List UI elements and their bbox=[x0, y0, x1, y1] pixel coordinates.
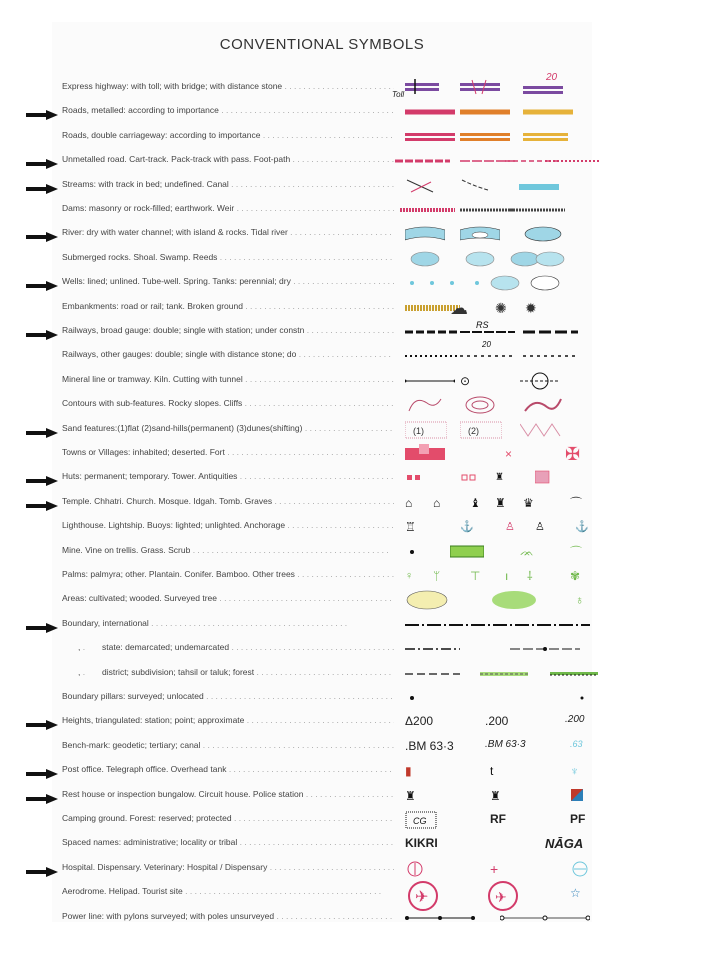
legend-row: Camping ground. Forest: reserved; protected . . . CG RF PF bbox=[0, 808, 720, 832]
legend-label: Railways, other gauges: double; single with distance stone; do . . . bbox=[62, 349, 394, 359]
legend-row bbox=[0, 515, 720, 539]
map-symbol: ♙ bbox=[505, 521, 515, 534]
legend-row bbox=[0, 320, 720, 344]
legend-row bbox=[0, 125, 720, 149]
map-symbol: ▮ bbox=[405, 764, 412, 779]
legend-label: Boundary, international . . . bbox=[62, 618, 394, 628]
map-symbol bbox=[405, 369, 455, 393]
pointer-arrow-icon bbox=[26, 717, 58, 727]
pointer-arrow-icon bbox=[26, 327, 58, 337]
map-symbol bbox=[510, 637, 580, 661]
map-symbol bbox=[395, 149, 450, 173]
map-symbol: ⌂ bbox=[405, 495, 413, 510]
map-symbol bbox=[405, 613, 590, 637]
legend-label: Embankments: road or rail; tank. Broken ground . . . bbox=[62, 301, 394, 311]
legend-row bbox=[0, 393, 720, 417]
map-symbol bbox=[460, 76, 500, 100]
legend-label: Dams: masonry or rock-filled; earthwork. Weir . . . bbox=[62, 203, 394, 213]
map-symbol bbox=[405, 662, 460, 686]
legend-label: Power line: with pylons surveyed; with poles unsurveyed . . . bbox=[62, 911, 394, 921]
map-symbol bbox=[405, 418, 447, 442]
map-symbol bbox=[405, 271, 419, 295]
map-symbol bbox=[405, 857, 425, 881]
map-symbol: ♜ bbox=[490, 788, 501, 803]
pointer-arrow-icon bbox=[26, 791, 58, 801]
map-symbol: ✺ bbox=[495, 299, 507, 316]
map-symbol: ᛘ bbox=[433, 569, 441, 583]
legend-row bbox=[0, 759, 720, 783]
map-symbol bbox=[425, 271, 439, 295]
map-symbol bbox=[460, 198, 515, 222]
map-symbol: ♜ bbox=[495, 495, 506, 510]
map-symbol bbox=[460, 247, 500, 271]
pointer-arrow-icon bbox=[26, 107, 58, 117]
pointer-arrow-icon bbox=[26, 864, 58, 874]
pointer-arrow-icon bbox=[26, 278, 58, 288]
pointer-arrow-icon bbox=[26, 620, 58, 630]
distance-stone-label: 20 bbox=[546, 72, 558, 83]
map-symbol bbox=[570, 857, 590, 881]
legend-label: Areas: cultivated; wooded. Surveyed tree . . . bbox=[62, 593, 394, 603]
svg-text:(2): (2) bbox=[468, 425, 479, 436]
legend-row bbox=[0, 222, 720, 246]
map-symbol bbox=[523, 125, 568, 149]
map-symbol bbox=[405, 393, 445, 417]
legend-row bbox=[0, 637, 720, 661]
legend-label: Unmetalled road. Cart-track. Pack-track with pass. Foot-path . . . bbox=[62, 154, 394, 164]
legend-row bbox=[0, 784, 720, 808]
legend-row bbox=[0, 588, 720, 612]
map-symbol bbox=[470, 271, 484, 295]
legend-label: Hospital. Dispensary. Veterinary: Hospital / Dispensary . . . bbox=[62, 862, 394, 872]
map-symbol: ✹ bbox=[525, 299, 537, 316]
map-symbol bbox=[405, 222, 445, 246]
legend-label: Towns or Villages: inhabited; deserted. Fort . . . bbox=[62, 447, 394, 457]
map-symbol bbox=[400, 198, 455, 222]
legend-label: Heights, triangulated: station; point; approximate . . . bbox=[62, 715, 394, 725]
legend-row bbox=[0, 564, 720, 588]
legend-row bbox=[0, 72, 720, 100]
legend-row bbox=[0, 340, 720, 368]
legend-label: Spaced names: administrative; locality or tribal . . . bbox=[62, 837, 394, 847]
svg-text:CG: CG bbox=[413, 816, 427, 826]
legend-row bbox=[0, 174, 720, 198]
map-symbol: + bbox=[490, 860, 499, 877]
map-symbol bbox=[405, 320, 460, 344]
map-symbol: ⌂ bbox=[433, 495, 441, 510]
map-symbol: ♁ bbox=[575, 593, 584, 608]
map-symbol: ♝ bbox=[470, 495, 481, 510]
toll-label: Toll bbox=[392, 90, 405, 99]
legend-label: Boundary pillars: surveyed; unlocated . . . bbox=[62, 691, 394, 701]
legend-row bbox=[0, 540, 720, 564]
map-symbol bbox=[405, 76, 439, 100]
map-symbol bbox=[523, 393, 563, 417]
map-symbol bbox=[405, 247, 445, 271]
legend-label: Bench-mark: geodetic; tertiary; canal . . . bbox=[62, 740, 394, 750]
map-symbol bbox=[405, 808, 439, 832]
legend-label: Roads, metalled: according to importance . . . bbox=[62, 105, 394, 115]
legend-label: Mine. Vine on trellis. Grass. Scrub . . . bbox=[62, 545, 394, 555]
legend-label: Submerged rocks. Shoal. Swamp. Reeds . . . bbox=[62, 252, 394, 262]
map-symbol bbox=[525, 271, 565, 295]
map-symbol: ⸸ bbox=[527, 569, 533, 583]
legend-label: Wells: lined; unlined. Tube-well. Spring. Tanks: perennial; dry . . . bbox=[62, 276, 394, 286]
legend-row: Bench-mark: geodetic; tertiary; canal . . . .BM 63·3 .BM 63·3 .63 bbox=[0, 735, 720, 759]
map-symbol: t bbox=[490, 764, 494, 779]
map-symbol bbox=[500, 906, 590, 930]
map-symbol bbox=[523, 100, 573, 124]
map-symbol bbox=[460, 100, 510, 124]
pointer-arrow-icon bbox=[26, 229, 58, 239]
map-symbol: ⊙ bbox=[460, 373, 471, 388]
legend-label: Camping ground. Forest: reserved; protected . . . bbox=[62, 813, 394, 823]
pointer-arrow-icon bbox=[26, 156, 58, 166]
map-symbol bbox=[405, 686, 419, 710]
railway-station-label: RS bbox=[476, 320, 489, 330]
map-symbol bbox=[520, 369, 560, 393]
legend-label: Post office. Telegraph office. Overhead tank . . . bbox=[62, 764, 394, 774]
map-symbol bbox=[460, 466, 480, 490]
map-symbol: ✠ bbox=[565, 444, 581, 464]
row-prefix: , . . . bbox=[78, 642, 86, 652]
legend-row bbox=[0, 906, 720, 930]
map-symbol: ♜ bbox=[495, 472, 504, 484]
legend-row bbox=[0, 442, 720, 466]
pointer-arrow-icon bbox=[26, 181, 58, 191]
map-symbol: ♖ bbox=[405, 520, 416, 535]
map-symbol bbox=[405, 906, 475, 930]
legend-label: Streams: with track in bed; undefined. Canal . . . bbox=[62, 179, 394, 189]
map-symbol: ☆ bbox=[570, 886, 581, 901]
map-symbol bbox=[445, 271, 459, 295]
legend-row bbox=[0, 466, 720, 490]
legend-label: state: demarcated; undemarcated . . . bbox=[102, 642, 394, 652]
map-symbol: ı bbox=[505, 569, 509, 583]
legend-label: Mineral line or tramway. Kiln. Cutting with tunnel . . . bbox=[62, 374, 394, 384]
map-symbol bbox=[519, 174, 559, 198]
map-symbol bbox=[460, 393, 500, 417]
legend-row bbox=[0, 369, 720, 393]
legend-label: Rest house or inspection bungalow. Circuit house. Police station . . . bbox=[62, 789, 394, 799]
map-symbol bbox=[550, 662, 598, 686]
map-symbol: ♀ bbox=[405, 570, 414, 582]
map-symbol bbox=[510, 198, 565, 222]
pointer-arrow-icon bbox=[26, 498, 58, 508]
legend-row bbox=[0, 686, 720, 710]
map-symbol: × bbox=[505, 447, 513, 461]
map-symbol bbox=[480, 662, 528, 686]
map-symbol: ♙ bbox=[535, 521, 545, 534]
legend-row bbox=[0, 418, 720, 442]
svg-text:✈: ✈ bbox=[415, 889, 429, 907]
map-symbol bbox=[520, 418, 562, 442]
row-prefix: , . . . bbox=[78, 667, 86, 677]
map-symbol: ⚓ bbox=[460, 521, 474, 534]
svg-text:✈: ✈ bbox=[495, 889, 507, 906]
legend-label: Contours with sub-features. Rocky slopes. Cliffs . . . bbox=[62, 398, 394, 408]
map-symbol: ♛ bbox=[523, 495, 534, 510]
map-symbol bbox=[405, 588, 453, 612]
map-symbol bbox=[405, 637, 460, 661]
map-symbol bbox=[570, 784, 584, 808]
legend-row bbox=[0, 662, 720, 686]
legend-label: Temple. Chhatri. Church. Mosque. Idgah. Tomb. Graves . . . bbox=[62, 496, 394, 506]
legend-label: Express highway: with toll; with bridge; with distance stone . . . bbox=[62, 81, 394, 91]
legend-label: Roads, double carriageway: according to importance . . . bbox=[62, 130, 394, 140]
map-symbol bbox=[485, 271, 525, 295]
map-symbol: ♜ bbox=[405, 788, 416, 803]
legend-label: River: dry with water channel; with island & rocks. Tidal river . . . bbox=[62, 227, 394, 237]
legend-row bbox=[0, 613, 720, 637]
map-symbol bbox=[405, 100, 455, 124]
map-symbol bbox=[405, 540, 419, 564]
map-symbol: ♆ bbox=[570, 764, 579, 779]
pointer-arrow-icon bbox=[26, 473, 58, 483]
map-symbol bbox=[490, 588, 538, 612]
map-symbol bbox=[523, 320, 578, 344]
legend-label: district; subdivision; tahsil or taluk; forest . . . bbox=[102, 667, 394, 677]
legend-label: Railways, broad gauge: double; single with station; under constn . . . bbox=[62, 325, 394, 335]
map-symbol bbox=[405, 174, 435, 198]
legend-label: Huts: permanent; temporary. Tower. Antiquities . . . bbox=[62, 471, 394, 481]
map-symbol: ᨏ bbox=[520, 545, 534, 558]
svg-text:(1): (1) bbox=[413, 425, 424, 436]
map-symbol bbox=[523, 222, 563, 246]
legend-label: Palms: palmyra; other. Plantain. Conifer. Bamboo. Other trees . . . bbox=[62, 569, 394, 579]
legend-row bbox=[0, 198, 720, 222]
legend-row bbox=[0, 857, 720, 881]
map-symbol bbox=[405, 881, 441, 905]
legend-row bbox=[0, 149, 720, 173]
map-symbol bbox=[575, 686, 589, 710]
map-symbol bbox=[405, 344, 460, 368]
legend-row bbox=[0, 100, 720, 124]
map-symbol bbox=[450, 540, 484, 564]
legend-row bbox=[0, 491, 720, 515]
legend-row bbox=[0, 296, 720, 320]
map-symbol: ⌒ bbox=[570, 544, 583, 559]
map-symbol bbox=[485, 881, 521, 905]
legend-row bbox=[0, 271, 720, 295]
page-title: CONVENTIONAL SYMBOLS bbox=[219, 36, 425, 53]
map-symbol bbox=[405, 442, 445, 466]
map-symbol: ⚓ bbox=[575, 521, 589, 534]
map-symbol bbox=[405, 125, 455, 149]
map-symbol bbox=[530, 247, 570, 271]
legend-label: Sand features:(1)flat (2)sand-hills(permanent) (3)dunes(shifting) . . . bbox=[62, 423, 394, 433]
map-symbol bbox=[460, 418, 502, 442]
map-symbol bbox=[460, 222, 500, 246]
legend-label: Lighthouse. Lightship. Buoys: lighted; unlighted. Anchorage . . . bbox=[62, 520, 394, 530]
legend-row bbox=[0, 881, 720, 905]
legend-row: Spaced names: administrative; locality or tribal . . . KIKRI NĀGA bbox=[0, 832, 720, 856]
map-symbol bbox=[460, 125, 510, 149]
legend-label: Aerodrome. Helipad. Tourist site . . . bbox=[62, 886, 394, 896]
pointer-arrow-icon bbox=[26, 766, 58, 776]
map-symbol bbox=[535, 466, 575, 490]
map-symbol bbox=[523, 344, 578, 368]
map-symbol: ☁ bbox=[450, 297, 468, 318]
map-symbol bbox=[460, 174, 490, 198]
map-symbol bbox=[405, 466, 425, 490]
pointer-arrow-icon bbox=[26, 425, 58, 435]
railway-distance-label: 20 bbox=[482, 340, 491, 350]
legend-row bbox=[0, 247, 720, 271]
map-symbol: ✾ bbox=[570, 569, 581, 583]
map-symbol: ⌒ bbox=[570, 495, 583, 510]
map-symbol: ⊤ bbox=[470, 569, 481, 583]
map-symbol bbox=[545, 149, 600, 173]
legend-row: Heights, triangulated: station; point; approximate . . . Δ200 .200 .200 bbox=[0, 710, 720, 734]
